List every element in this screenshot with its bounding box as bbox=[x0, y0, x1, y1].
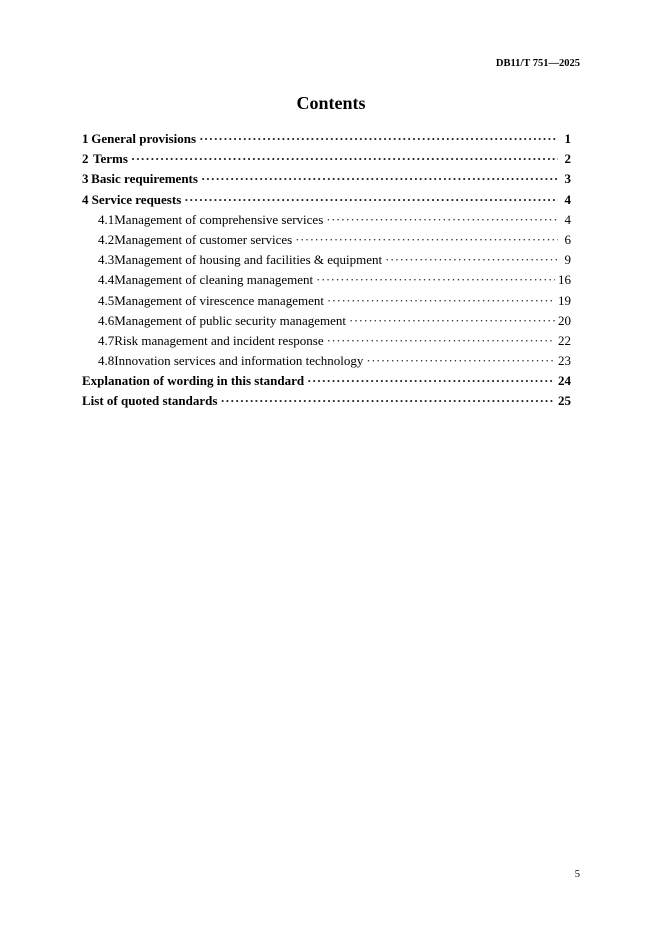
toc-entry-title: Management of comprehensive services bbox=[114, 211, 324, 227]
toc-dot-leader bbox=[131, 151, 558, 167]
toc-entry-service-requests[interactable] bbox=[82, 192, 571, 212]
toc-dot-leader bbox=[366, 353, 555, 369]
toc-dot-leader bbox=[220, 393, 555, 409]
toc-entry-public-security[interactable] bbox=[82, 313, 571, 333]
toc-entry-title: Management of virescence management bbox=[114, 292, 324, 308]
toc-entry-terms[interactable] bbox=[82, 151, 571, 171]
toc-entry-page: 16 bbox=[558, 272, 571, 288]
toc-entry-number: 3 bbox=[82, 171, 89, 187]
toc-dot-leader bbox=[199, 131, 558, 147]
toc-entry-number: 4.8 bbox=[98, 353, 115, 369]
toc-entry-title: Basic requirements bbox=[91, 171, 198, 187]
toc-entry-title: Explanation of wording in this standard bbox=[82, 373, 305, 389]
toc-entry-number: 4 bbox=[82, 191, 89, 207]
toc-dot-leader bbox=[326, 212, 558, 228]
toc-dot-leader bbox=[307, 373, 555, 389]
toc-entry-page: 20 bbox=[558, 312, 571, 328]
page-number: 5 bbox=[574, 869, 580, 880]
toc-entry-title: General provisions bbox=[91, 131, 197, 146]
toc-entry-title: Management of customer services bbox=[114, 231, 293, 247]
toc-entry-title: Innovation services and information technology bbox=[114, 353, 364, 369]
toc-entry-cleaning-management[interactable] bbox=[82, 272, 571, 292]
toc-entry-title: Risk management and incident response bbox=[114, 332, 324, 348]
toc-entry-title: List of quoted standards bbox=[82, 393, 218, 409]
toc-entry-comprehensive-services[interactable] bbox=[82, 212, 571, 232]
toc-entry-title: Management of public security management bbox=[114, 312, 347, 328]
toc-entry-quoted-standards[interactable] bbox=[82, 393, 571, 413]
toc-entry-title: Management of cleaning management bbox=[114, 272, 314, 288]
standard-code: DB11/T 751—2025 bbox=[495, 58, 580, 69]
toc-entry-customer-services[interactable] bbox=[82, 232, 571, 252]
toc-entry-page: 4 bbox=[564, 211, 571, 227]
toc-entry-number: 4.3 bbox=[98, 252, 115, 268]
toc-entry-page: 6 bbox=[564, 231, 571, 247]
toc-entry-number: 2 bbox=[82, 151, 89, 167]
toc-entry-number: 4.7 bbox=[98, 332, 115, 348]
toc-entry-explanation-of-wording[interactable] bbox=[82, 373, 571, 393]
toc-entry-number: 4.4 bbox=[98, 272, 115, 288]
table-of-contents bbox=[82, 131, 571, 414]
toc-dot-leader bbox=[184, 192, 558, 208]
toc-entry-page: 4 bbox=[564, 191, 571, 207]
toc-dot-leader bbox=[295, 232, 558, 248]
toc-entry-basic-requirements[interactable] bbox=[82, 171, 571, 191]
toc-entry-page: 22 bbox=[558, 332, 571, 348]
toc-dot-leader bbox=[349, 313, 555, 329]
page-title: Contents bbox=[296, 93, 366, 113]
toc-entry-innovation-services[interactable] bbox=[82, 353, 571, 373]
toc-entry-page: 1 bbox=[564, 131, 571, 146]
toc-entry-page: 3 bbox=[564, 171, 571, 187]
toc-entry-title: Service requests bbox=[91, 191, 182, 207]
toc-entry-page: 19 bbox=[558, 292, 571, 308]
toc-dot-leader bbox=[201, 171, 558, 187]
toc-dot-leader bbox=[385, 252, 558, 268]
toc-entry-page: 24 bbox=[558, 373, 571, 389]
toc-entry-number: 1 bbox=[82, 131, 89, 146]
toc-entry-page: 9 bbox=[564, 252, 571, 268]
toc-entry-number: 4.5 bbox=[98, 292, 115, 308]
toc-entry-number: 4.1 bbox=[98, 211, 115, 227]
toc-dot-leader bbox=[316, 272, 555, 288]
toc-entry-number: 4.6 bbox=[98, 312, 115, 328]
toc-entry-title: Terms bbox=[92, 151, 128, 167]
toc-entry-virescence-management[interactable] bbox=[82, 293, 571, 313]
toc-entry-title: Management of housing and facilities & equipment bbox=[114, 252, 383, 268]
toc-entry-number: 4.2 bbox=[98, 231, 115, 247]
toc-entry-page: 23 bbox=[558, 353, 571, 369]
toc-entry-page: 25 bbox=[558, 393, 571, 409]
toc-entry-housing-facilities[interactable] bbox=[82, 252, 571, 272]
toc-entry-risk-management[interactable] bbox=[82, 333, 571, 353]
toc-dot-leader bbox=[327, 333, 555, 349]
toc-entry-page: 2 bbox=[564, 151, 571, 167]
toc-dot-leader bbox=[327, 293, 555, 309]
toc-entry-general-provisions[interactable] bbox=[82, 131, 571, 151]
